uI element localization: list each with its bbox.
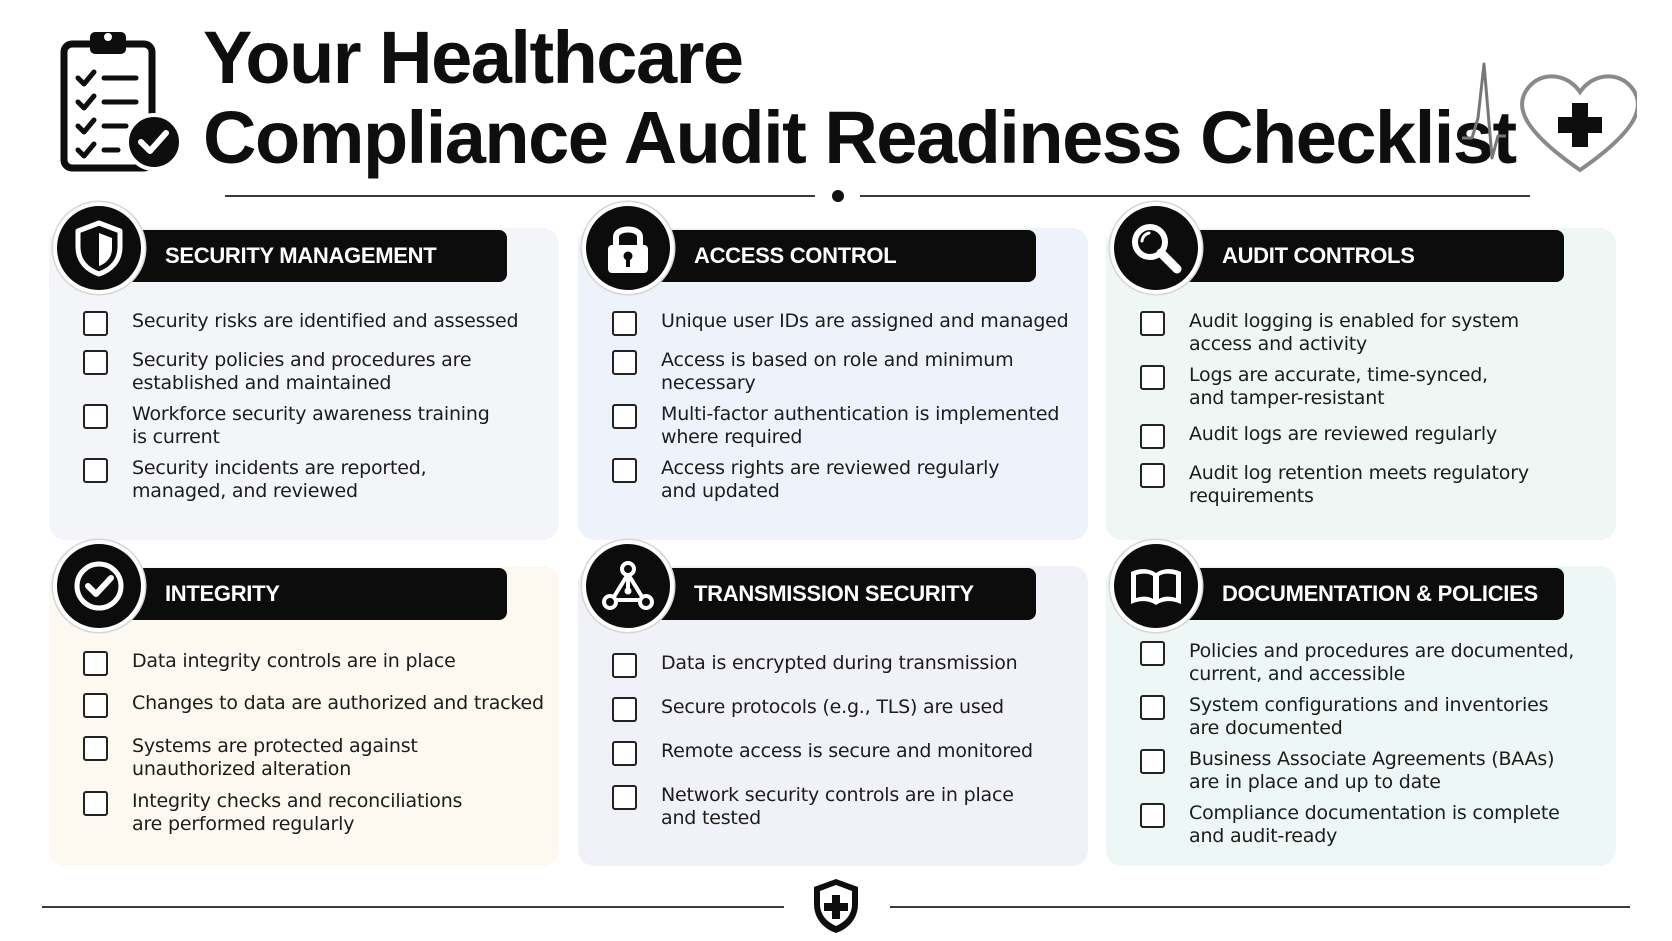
checklist — [1140, 310, 1606, 508]
item-text: Security risks are identified and assessed — [132, 310, 519, 332]
checkbox[interactable] — [83, 458, 108, 483]
checklist-item — [83, 735, 549, 781]
checklist-item — [83, 349, 549, 395]
checklist-item — [612, 349, 1078, 395]
heart-heartbeat-cross-icon — [1462, 58, 1637, 176]
checklist-item — [612, 740, 1078, 766]
checkbox[interactable] — [612, 350, 637, 375]
section-title: INTEGRITY — [125, 568, 507, 620]
section-access-control — [578, 228, 1088, 540]
checklist-item — [1140, 423, 1606, 449]
section-title: ACCESS CONTROL — [654, 230, 1036, 282]
checkbox[interactable] — [83, 736, 108, 761]
shield-cross-icon — [810, 876, 862, 936]
checkbox[interactable] — [612, 458, 637, 483]
section-badge — [1110, 540, 1202, 632]
checklist-item — [83, 403, 549, 449]
checklist-item — [1140, 748, 1606, 794]
header-divider-right — [860, 195, 1530, 197]
item-text: Audit log retention meets regulatory requirements — [1189, 462, 1529, 507]
item-text: Audit logging is enabled for system access and activity — [1189, 310, 1519, 355]
section-transmission-security — [578, 566, 1088, 866]
item-text: Business Associate Agreements (BAAs) are in place and up to date — [1189, 748, 1555, 793]
footer-divider-left — [42, 906, 784, 908]
checkbox[interactable] — [612, 741, 637, 766]
checkbox[interactable] — [1140, 641, 1165, 666]
checkbox[interactable] — [1140, 365, 1165, 390]
checklist-item — [612, 652, 1078, 678]
checklist-item — [83, 790, 549, 836]
checklist-item — [1140, 640, 1606, 686]
checklist — [1140, 640, 1606, 848]
section-title: DOCUMENTATION & POLICIES — [1182, 568, 1564, 620]
magnifying-glass-icon — [1127, 219, 1185, 277]
section-security-management — [49, 228, 559, 540]
checklist-item — [83, 692, 549, 718]
footer-divider-right — [890, 906, 1630, 908]
checkbox[interactable] — [1140, 749, 1165, 774]
item-text: Access rights are reviewed regularly and updated — [661, 457, 1000, 502]
checkbox[interactable] — [1140, 424, 1165, 449]
section-title: SECURITY MANAGEMENT — [125, 230, 507, 282]
checklist — [612, 310, 1078, 503]
padlock-icon — [599, 219, 657, 277]
checklist-item — [1140, 694, 1606, 740]
item-text: Workforce security awareness training is current — [132, 403, 490, 448]
section-badge — [53, 202, 145, 294]
section-integrity — [49, 566, 559, 866]
checkbox[interactable] — [83, 350, 108, 375]
checklist-item — [612, 457, 1078, 503]
section-badge — [582, 540, 674, 632]
checklist-item — [612, 784, 1078, 830]
checkbox[interactable] — [1140, 803, 1165, 828]
check-circle-icon — [70, 557, 128, 615]
clipboard-checklist-icon — [60, 26, 184, 176]
item-text: Remote access is secure and monitored — [661, 740, 1033, 762]
item-text: Security incidents are reported, managed, and reviewed — [132, 457, 427, 502]
checklist — [83, 310, 549, 503]
checkbox[interactable] — [1140, 311, 1165, 336]
header-divider-dot — [832, 190, 844, 202]
item-text: Security policies and procedures are established and maintained — [132, 349, 472, 394]
checklist-item — [612, 310, 1078, 336]
checklist-item — [1140, 462, 1606, 508]
open-book-icon — [1127, 557, 1185, 615]
item-text: System configurations and inventories are documented — [1189, 694, 1549, 739]
item-text: Systems are protected against unauthorized alteration — [132, 735, 418, 780]
checklist — [83, 650, 549, 836]
checkbox[interactable] — [612, 653, 637, 678]
page-title — [203, 18, 1516, 178]
item-text: Network security controls are in place and tested — [661, 784, 1014, 829]
item-text: Integrity checks and reconciliations are performed regularly — [132, 790, 463, 835]
item-text: Logs are accurate, time-synced, and tamper-resistant — [1189, 364, 1488, 409]
checklist-item — [612, 403, 1078, 449]
checkbox[interactable] — [612, 311, 637, 336]
section-documentation-policies — [1106, 566, 1616, 866]
checkbox[interactable] — [83, 651, 108, 676]
item-text: Data integrity controls are in place — [132, 650, 456, 672]
item-text: Policies and procedures are documented, current, and accessible — [1189, 640, 1575, 685]
checklist-item — [83, 310, 549, 336]
checklist-item — [1140, 310, 1606, 356]
item-text: Data is encrypted during transmission — [661, 652, 1018, 674]
checkbox[interactable] — [1140, 463, 1165, 488]
checklist — [612, 652, 1078, 830]
title-line-1: Your Healthcare — [203, 16, 743, 99]
section-badge — [582, 202, 674, 294]
shield-icon — [70, 219, 128, 277]
network-nodes-icon — [599, 557, 657, 615]
checklist-item — [1140, 802, 1606, 848]
section-badge — [53, 540, 145, 632]
checklist-item — [83, 650, 549, 676]
item-text: Secure protocols (e.g., TLS) are used — [661, 696, 1004, 718]
checklist-item — [1140, 364, 1606, 410]
item-text: Audit logs are reviewed regularly — [1189, 423, 1498, 445]
item-text: Multi-factor authentication is implemented where required — [661, 403, 1060, 448]
checkbox[interactable] — [612, 697, 637, 722]
item-text: Access is based on role and minimum necessary — [661, 349, 1014, 394]
checklist-item — [83, 457, 549, 503]
checklist-item — [612, 696, 1078, 722]
section-title: AUDIT CONTROLS — [1182, 230, 1564, 282]
header-divider-left — [225, 195, 815, 197]
item-text: Changes to data are authorized and tracked — [132, 692, 544, 714]
checkbox[interactable] — [612, 404, 637, 429]
section-title: TRANSMISSION SECURITY — [654, 568, 1036, 620]
item-text: Unique user IDs are assigned and managed — [661, 310, 1069, 332]
checkbox[interactable] — [83, 404, 108, 429]
item-text: Compliance documentation is complete and audit-ready — [1189, 802, 1560, 847]
checkbox[interactable] — [1140, 695, 1165, 720]
title-line-2: Compliance Audit Readiness Checklist — [203, 96, 1516, 179]
section-audit-controls — [1106, 228, 1616, 540]
checkbox[interactable] — [83, 791, 108, 816]
checkbox[interactable] — [83, 311, 108, 336]
section-badge — [1110, 202, 1202, 294]
checkbox[interactable] — [612, 785, 637, 810]
checkbox[interactable] — [83, 693, 108, 718]
